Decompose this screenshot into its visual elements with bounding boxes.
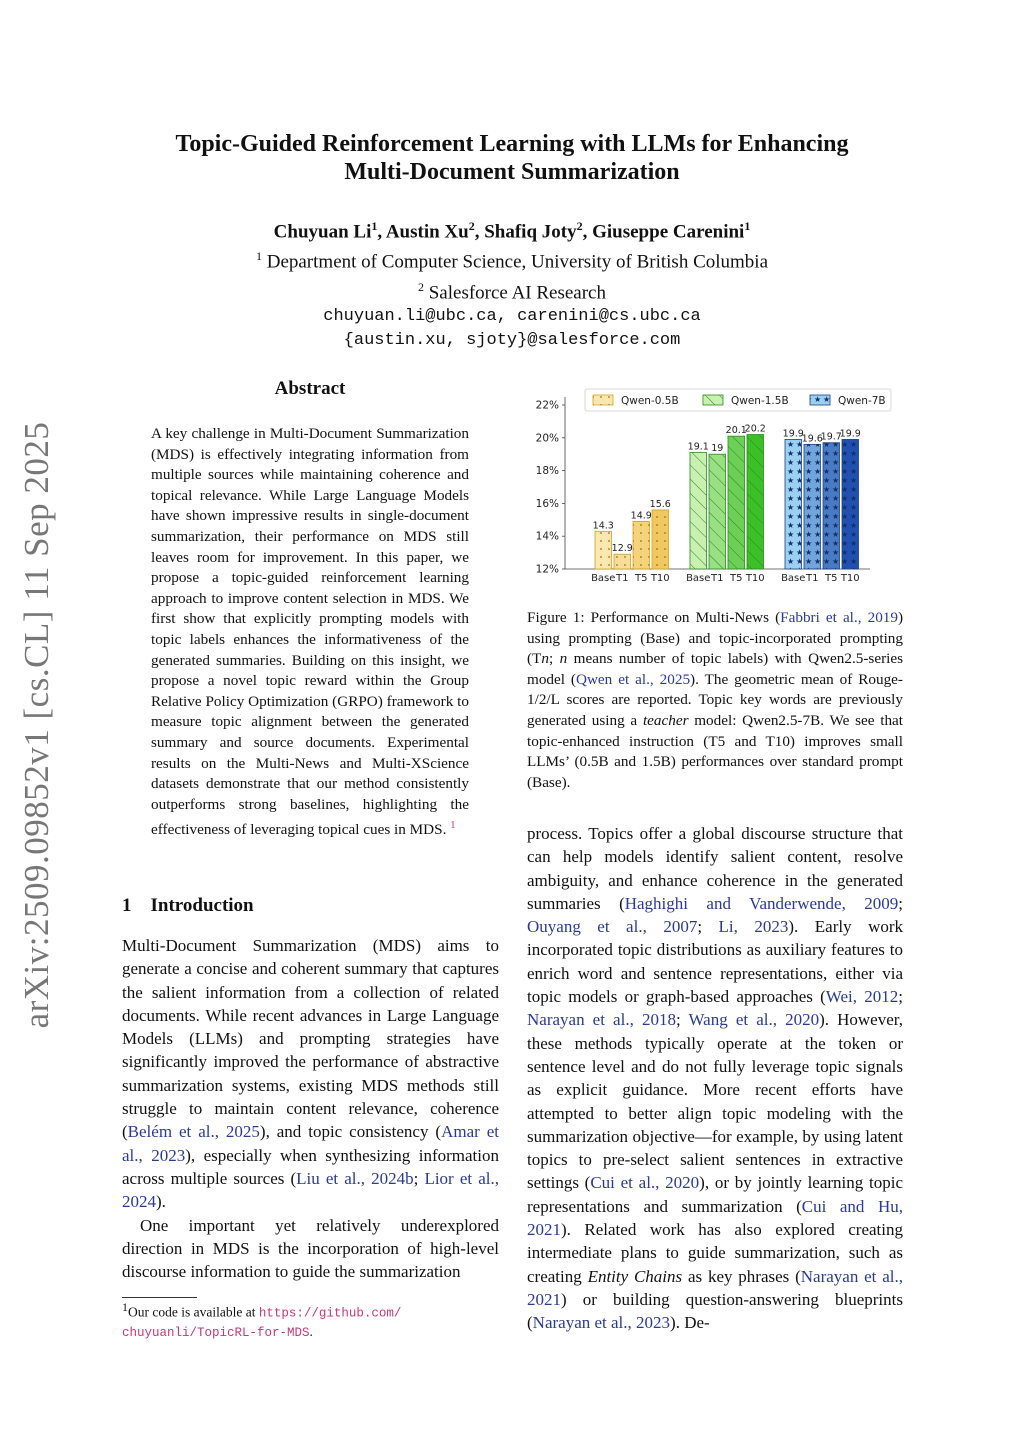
title-line-2: Multi-Document Summarization [344,159,680,185]
affiliation-mark: 2 [576,219,583,233]
figure-1-caption [527,608,903,793]
citation-text: Wang et al. [688,1010,773,1030]
citation-year: 2023 [754,917,789,937]
citation-link[interactable]: Narayan et al., 2018 [527,1010,676,1030]
y-tick-label: 18% [535,465,559,478]
author-name: Chuyuan Li [273,221,372,243]
citation-text: Narayan et al. [527,1010,630,1030]
affiliation-1 [100,244,924,274]
email-line-2: {austin.xu, sjoty}@salesforce.com [343,330,681,350]
arxiv-sidebar [12,421,62,1029]
text-run: Multi-Document Summarization (MDS) aims to generate a concise and coherent summary that captures the salient information from a collection of related documents. While recent advances in Large Language Models (LLMs) and prompting strategies have significantly improved the performance of abstractive summarization systems, existing MDS methods still struggle to maintain content relevance, coherence ( [122,936,499,1142]
affiliation-mark: 1 [744,219,751,233]
text-run: as key phrases ( [682,1266,801,1286]
x-tick-label: T5 [730,573,743,584]
citation-link[interactable]: Belém et al., 2025 [127,1122,260,1142]
text-run: ). [156,1192,166,1212]
citation-text: Wei [825,987,853,1007]
bar-pattern [614,554,631,569]
paragraph: One important yet relatively underexplored direction in MDS is the incorporation of high-level discourse information to guide the summarization [122,1215,499,1282]
text-run: ). De- [670,1313,710,1333]
affiliation-mark: 1 [371,219,378,233]
bar-pattern [633,521,650,569]
bar-value-label: 19.1 [687,441,709,453]
paragraph: Multi-Document Summarization (MDS) aims to generate a concise and coherent summary that captures the salient information from a collection of related documents. While recent advances in Large Language Models (LLMs) and prompting strategies have significantly improved the performance of abstractive summarization systems, existing MDS methods still struggle to maintain content relevance, coherence (Belém et al., 2025), and topic consistency (Amar et al., 2023), especially when synthesizing information across multiple sources (Liu et al., 2024b; Lior et al., 2024). [122,936,499,1212]
footnote-text: Our code is available at [128,1304,256,1320]
text-run: ), or by jointly learning topic representations and summarization ( [527,1173,904,1216]
citation-text: Li [718,917,734,937]
arxiv-identifier: arXiv:2509.09852v1 [cs.CL] 11 Sep 2025 [17,421,56,1029]
author-name: Austin Xu [385,221,469,243]
citation-text: Belém et al. [127,1122,215,1142]
x-tick-label: T1 [806,573,819,584]
x-tick-label: T10 [650,573,670,584]
legend-swatch-pattern [703,395,723,405]
bar-pattern [747,435,764,569]
bar-pattern [785,439,802,569]
text-run: ) or building question-answering blueprints ( [527,1289,903,1333]
footnote [122,1298,499,1342]
citation-link[interactable]: Cui et al., 2020 [590,1173,700,1193]
text-run: process. Topics offer a global discourse structure that can help models identify salient content, resolve ambiguity, and enhance coherence in the generated summaries ( [527,824,903,913]
affiliation-mark: 1 [255,249,262,264]
text-run: means number of topic labels) with Qwen2.5-series model ( [527,650,903,688]
citation-link[interactable]: Haghighi and Vanderwende, 2009 [624,893,899,913]
citation-year: 2019 [867,609,898,626]
introduction-body-right: process. Topics offer a global discourse structure that can help models identify salient content, resolve ambiguity, and enhance coherence in the generated summaries (Haghighi and Vanderwende, 2009; Ouyang et al., 2007; Li, 2023). Early work incorporated topic distributions as auxiliary features to enrich word and sentence representations, either via topic models or graph-based approaches (Wei, 2012; Narayan et al., 2018; Wang et al., 2020). However, these methods typically operate at the token or sentence level and do not fully leverage topic signals as explicit guidance. More recent efforts have attempted to better align topic modeling with the summarization objective—for example, by using latent topics to pre-select salient sentences in extractive settings (Cui et al., 2020), or by jointly learning topic representations and summarization (Cui and Hu, 2021). Related work has also explored creating intermediate plans to guide summarization, such as creating Entity Chains as key phrases (Narayan et al., 2021) or building question-answering blueprints (Narayan et al., 2023). De- [527,824,904,1333]
title-line-1: Topic-Guided Reinforcement Learning with LLMs for Enhancing [175,131,849,157]
text-run: ), and topic consistency ( [259,1122,442,1142]
citation-link[interactable]: Liu et al., 2024b [296,1168,414,1188]
affiliation-mark: 2 [468,219,475,233]
abstract-body [151,424,469,841]
citation-year: 2025 [659,670,691,688]
citation-link[interactable]: Lior et al., 2024 [122,1168,499,1212]
affiliation-text: Salesforce AI Research [428,281,606,303]
paper-title [100,130,924,186]
abstract-heading: Abstract [274,378,346,399]
citation-link[interactable]: Qwen et al., 2025 [575,670,691,688]
citation-year: 2020 [665,1173,700,1193]
citation-text: Qwen et al. [575,670,650,688]
x-tick-label: T10 [745,573,765,584]
citation-text: Fabbri et al., [780,609,862,626]
citation-link[interactable]: Wang et al., 2020 [688,1010,820,1030]
citation-link[interactable] [780,609,898,626]
x-tick-label: Base [591,573,616,584]
citation-text: Lior et al. [424,1168,495,1188]
citation-link[interactable]: Amar et al., 2023 [122,1122,499,1165]
text-run: ). The geometric mean of Rouge-1/2/L scores are reported. Topic key words are previously generated using a [527,670,903,729]
citation-year: 2021 [527,1289,561,1309]
affiliation-mark: 2 [417,279,424,294]
citation-text: Amar et al. [122,1122,499,1165]
text-run: ). Related work has also explored creating intermediate plans to guide summarization, such as creating [527,1220,903,1286]
citation-link[interactable]: Narayan et al., 2021 [527,1266,903,1309]
text-run: ), especially when synthesizing information across multiple sources ( [122,1145,499,1188]
author-block [100,214,924,353]
citation-text: Haghighi and Vanderwende [624,893,842,913]
text-run: model: Qwen2.5-7B. We see that topic-enhanced instruction (T5 and T10) improves small LLMs’ (0.5B and 1.5B) performances over standard prompt (Base). [527,711,903,791]
section-number: 1 [122,895,132,916]
legend-label: Qwen-0.5B [621,395,679,407]
x-tick-label: T10 [840,573,860,584]
citation-year: 2021 [527,1220,561,1240]
bar-value-label: 19 [711,443,724,455]
bar-value-label: 20.1 [725,425,747,437]
bar-pattern [709,454,726,569]
y-tick-label: 14% [535,530,559,543]
bar-value-label: 14.3 [592,520,614,532]
x-tick-label: Base [686,573,711,584]
bar-value-label: 19.9 [839,428,861,440]
citation-year: 2023 [151,1145,186,1165]
section-heading-introduction [122,895,254,917]
math-var: n [541,650,549,668]
x-tick-label: T1 [711,573,724,584]
citation-link[interactable]: Cui and Hu, 2021 [527,1196,904,1240]
x-tick-label: T5 [825,573,838,584]
x-tick-label: Base [781,573,806,584]
bar-value-label: 19.7 [820,431,842,443]
citation-link[interactable]: Wei, 2012 [825,987,899,1007]
citation-text: Cui et al. [590,1173,656,1193]
citation-year: 2009 [864,893,899,913]
text-run: Performance on Multi-News ( [590,609,781,626]
bar-pattern [690,453,707,569]
figure-label: Figure 1: [527,609,585,626]
url-part: https://github.com/ [258,1306,402,1321]
legend-swatch-pattern [810,395,830,405]
citation-text: Narayan et al. [532,1313,628,1333]
email-line-1: chuyuan.li@ubc.ca, carenini@cs.ubc.ca [323,306,701,326]
legend-label: Qwen-1.5B [731,395,789,407]
abstract-text: A key challenge in Multi-Document Summarization (MDS) is effectively integrating information from multiple sources while maintaining coherence and topical relevance. While Large Language Models have shown impressive results in single-document summarization, their performance on MDS still leaves room for improvement. In this paper, we propose a topic-guided reinforcement learning approach to improve content selection in MDS. We first show that explicitly prompting models with topic labels enhances the informativeness of the generated summaries. Building on this insight, we propose a novel topic reward within the Group Relative Policy Optimization (GRPO) framework to measure topic alignment between the generated summary and source documents. Experimental results on the Multi-News and Multi-XScience datasets demonstrate that our method consistently outperforms strong baselines, highlighting the effectiveness of leveraging topical cues in MDS. [151,425,469,839]
citation-link[interactable]: Li, 2023 [718,917,789,937]
legend-swatch-pattern [593,395,613,405]
citation-year: 2018 [641,1010,676,1030]
math-var: n [559,650,568,668]
citation-link[interactable]: Narayan et al., 2023 [532,1313,671,1333]
citation-year: 2007 [663,917,698,937]
citation-year: 2025 [225,1122,260,1142]
text-run: ; [548,650,560,668]
affiliation-text: Department of Computer Science, University of British Columbia [266,251,769,273]
legend-label: Qwen-7B [838,395,886,407]
emphasis: teacher [642,711,689,729]
figure-1-bar-chart [525,385,905,590]
bar-pattern [652,510,669,569]
url-part: chuyuanli/TopicRL-for-MDS [122,1325,310,1340]
x-tick-label: T5 [635,573,648,584]
citation-year: 2012 [864,987,899,1007]
y-tick-label: 12% [535,563,559,576]
author-names: Chuyuan Li$^1$, Austin Xu$^2$, Shafiq Joty$^2$, Giuseppe Carenini$^1$ [273,219,751,243]
citation-text: Ouyang et al. [527,917,643,937]
bar-value-label: 19.9 [782,428,804,440]
citation-year: 2020 [785,1010,820,1030]
citation-year: 2024 [122,1192,156,1212]
y-tick-label: 22% [535,399,559,412]
bar-value-label: 20.2 [744,423,766,435]
affiliation-2 [100,275,924,305]
text-run: ) using prompting (Base) and topic-incorporated prompting (T [527,609,904,668]
bar-pattern [804,444,821,569]
bar-pattern [842,439,859,569]
bar-value-label: 19.6 [801,433,823,445]
bar-value-label: 15.6 [649,498,671,510]
introduction-body [122,934,499,1283]
text-run: ). However, these methods typically operate at the token or sentence level and do not fully leverage topic signals as explicit guidance. More recent efforts have attempted to better align topic modeling with the summarization objective—for example, by using latent topics to pre-select salient sentences in extractive settings ( [527,1010,903,1193]
y-tick-label: 20% [535,432,559,445]
y-tick-label: 16% [535,497,559,510]
bar-value-label: 12.9 [611,543,633,555]
emphasis: Entity Chains [587,1266,683,1286]
footnote-link[interactable]: 1 [450,819,456,832]
x-tick-label: T1 [616,573,629,584]
citation-year: 2023 [636,1313,671,1333]
text-run: ). Early work incorporated topic distributions as auxiliary features to enrich word and sentence representations, either via topic models or graph-based approaches ( [527,917,904,1007]
footnote-mark: 1 [122,1300,128,1314]
bar-value-label: 14.9 [630,510,652,522]
citation-text: Narayan et al. [800,1266,899,1286]
footnote-end: . [309,1323,313,1339]
citation-link[interactable]: Ouyang et al., 2007 [527,917,698,937]
bar-pattern [728,436,745,569]
author-name: Shafiq Joty [484,221,577,243]
citation-text: Cui and Hu [801,1196,899,1216]
section-title: Introduction [150,895,254,916]
bar-pattern [595,531,612,569]
author-name: Giuseppe Carenini [592,221,745,243]
bar-pattern [823,443,840,569]
